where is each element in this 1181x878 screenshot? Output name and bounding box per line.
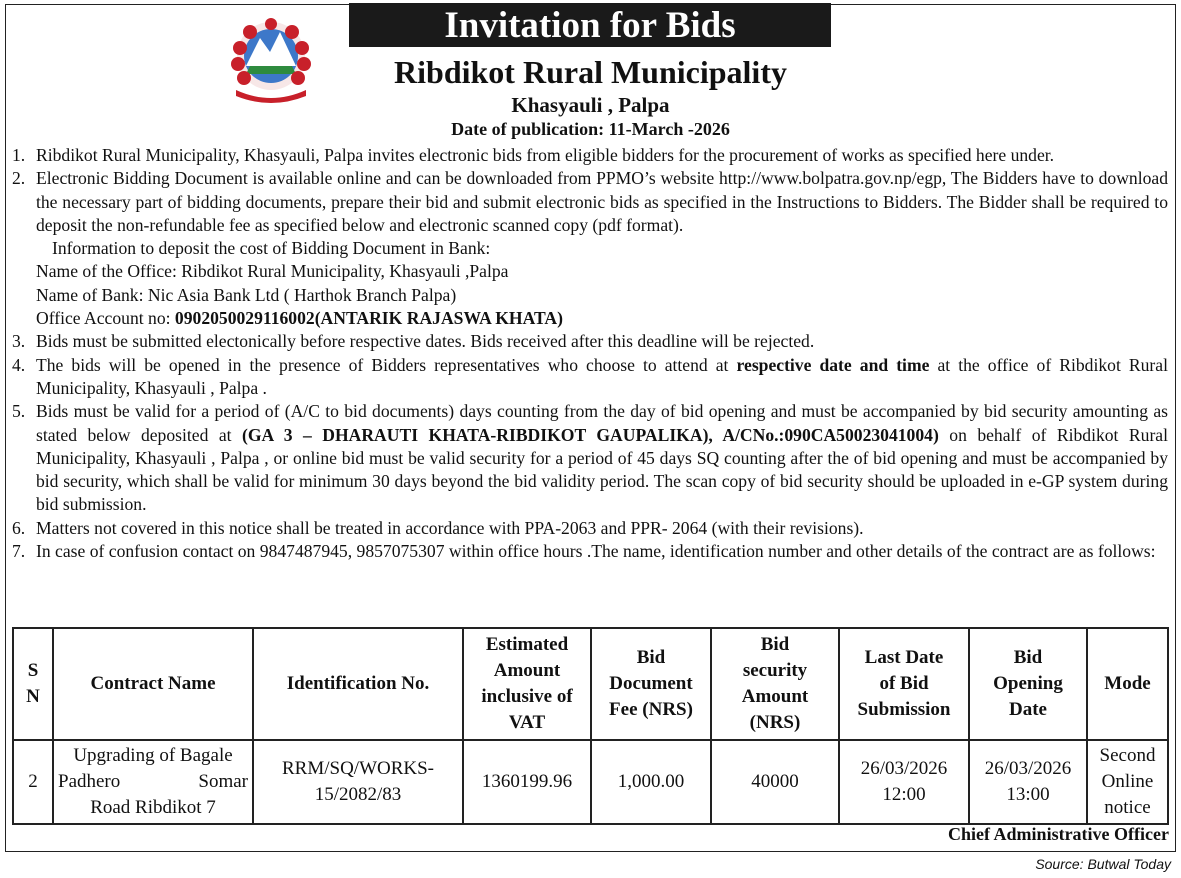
clause-1: [12, 144, 1168, 167]
organization-location: Khasyauli , Palpa: [511, 93, 670, 117]
account-label: Office Account no:: [36, 308, 175, 329]
clause-number: 2.: [12, 168, 26, 189]
cell-last-date: 26/03/2026 12:00: [839, 740, 969, 824]
clause-text: Bids must be submitted electonically before respective dates. Bids received after this deadline will be rejected.: [36, 331, 815, 352]
clause-number: 1.: [12, 145, 26, 165]
header-bid-document-fee: Bid Document Fee (NRS): [591, 628, 711, 740]
clause-text: Electronic Bidding Document is available online and can be downloaded from PPMO’s website http://www.bolpatra.gov.np/egp, The Bidders have to download the necessary part of bidding documents, prepare their bid and submit electronic bids as specified in the Instructions to Bidders. The Bidder shall be required to deposit the non-refundable fee as specified below and electronic scanned copy (pdf format).: [36, 168, 1168, 235]
header-identification: Identification No.: [253, 628, 463, 740]
notice-banner: Invitation for Bids: [349, 3, 831, 47]
bank-intro: Information to deposit the cost of Bidding Document in Bank:: [52, 238, 491, 259]
clause-5: [12, 400, 1168, 516]
signature-title: Chief Administrative Officer: [948, 824, 1169, 844]
bank-account: [12, 307, 1168, 330]
clause-number: 5.: [12, 401, 26, 422]
header-opening-date: Bid Opening Date: [969, 628, 1087, 740]
source-credit: Source: Butwal Today: [1035, 856, 1171, 872]
cell-opening-date: 26/03/2026 13:00: [969, 740, 1087, 824]
header-last-date: Last Date of Bid Submission: [839, 628, 969, 740]
cell-estimated-amount: 1360199.96: [463, 740, 591, 824]
publication-date: Date of publication: 11-March -2026: [451, 119, 730, 139]
table-header-row: [13, 628, 1168, 740]
clause-text: on behalf of Ribdikot Rural Municipality, Khasyauli , Palpa , or online bid must be valid security for a period of 45 days SQ counting after the of bid opening and must be accompanied by bid security, which shall be valid for minimum 30 days beyond the bid validity period. The scan copy of bid security should be uploaded in e-GP system during bid submission.: [36, 424, 1168, 515]
bank-office: Name of the Office: Ribdikot Rural Municipality, Khasyauli ,Palpa: [36, 261, 509, 282]
header-mode: Mode: [1087, 628, 1168, 740]
clause-number: 4.: [12, 354, 26, 375]
clause-text: The bids will be opened in the presence of Bidders representatives who choose to attend at: [36, 354, 737, 375]
cell-sn: 2: [13, 740, 53, 824]
cell-identification: RRM/SQ/WORKS- 15/2082/83: [253, 740, 463, 824]
clause-7: [12, 540, 1168, 563]
organization-title: Ribdikot Rural Municipality: [394, 54, 787, 90]
bank-name: Name of Bank: Nic Asia Bank Ltd ( Harthok Branch Palpa): [36, 284, 457, 305]
clause-number: 6.: [12, 517, 26, 538]
clause-text: Ribdikot Rural Municipality, Khasyauli, Palpa invites electronic bids from eligible bidders for the procurement of works as specified here under.: [36, 145, 1055, 165]
header-sn: S N: [13, 628, 53, 740]
cell-contract-name: Upgrading of Bagale Padhero Somar Road Ribdikot 7: [53, 740, 253, 824]
clause-text: In case of confusion contact on 9847487945, 9857075307 within office hours .The name, identification number and other details of the contract are as follows:: [36, 541, 1156, 562]
clause-6: [12, 517, 1168, 540]
clause-text: at the office of Ribdikot Rural Municipality, Khasyauli , Palpa .: [36, 354, 1168, 398]
header-bid-security: Bid security Amount (NRS): [711, 628, 839, 740]
clause-emphasis: respective date and time: [736, 354, 930, 375]
clause-2: [12, 167, 1168, 237]
cell-bid-document-fee: 1,000.00: [591, 740, 711, 824]
clause-emphasis: (GA 3 – DHARAUTI KHATA-RIBDIKOT GAUPALIKA), A/CNo.:090CA50023041004): [242, 424, 939, 445]
account-value: 0902050029116002(ANTARIK RAJASWA KHATA): [174, 308, 563, 329]
clause-text: Bids must be valid for a period of (A/C to bid documents) days counting from the day of bid opening and must be accompanied by bid security amounting as stated below deposited at: [36, 401, 1168, 445]
cell-bid-security: 40000: [711, 740, 839, 824]
header-estimated-amount: Estimated Amount inclusive of VAT: [463, 628, 591, 740]
clause-text: Matters not covered in this notice shall be treated in accordance with PPA-2063 and PPR- 2064 (with their revisions).: [36, 517, 864, 538]
table-row: [13, 740, 1168, 824]
clause-3: [12, 330, 1168, 353]
contract-table: [12, 627, 1169, 825]
notice-body: [12, 144, 1168, 563]
header-contract-name: Contract Name: [53, 628, 253, 740]
clause-number: 3.: [12, 331, 26, 352]
clause-4: [12, 354, 1168, 401]
cell-mode: Second Online notice: [1087, 740, 1168, 824]
clause-number: 7.: [12, 541, 26, 562]
